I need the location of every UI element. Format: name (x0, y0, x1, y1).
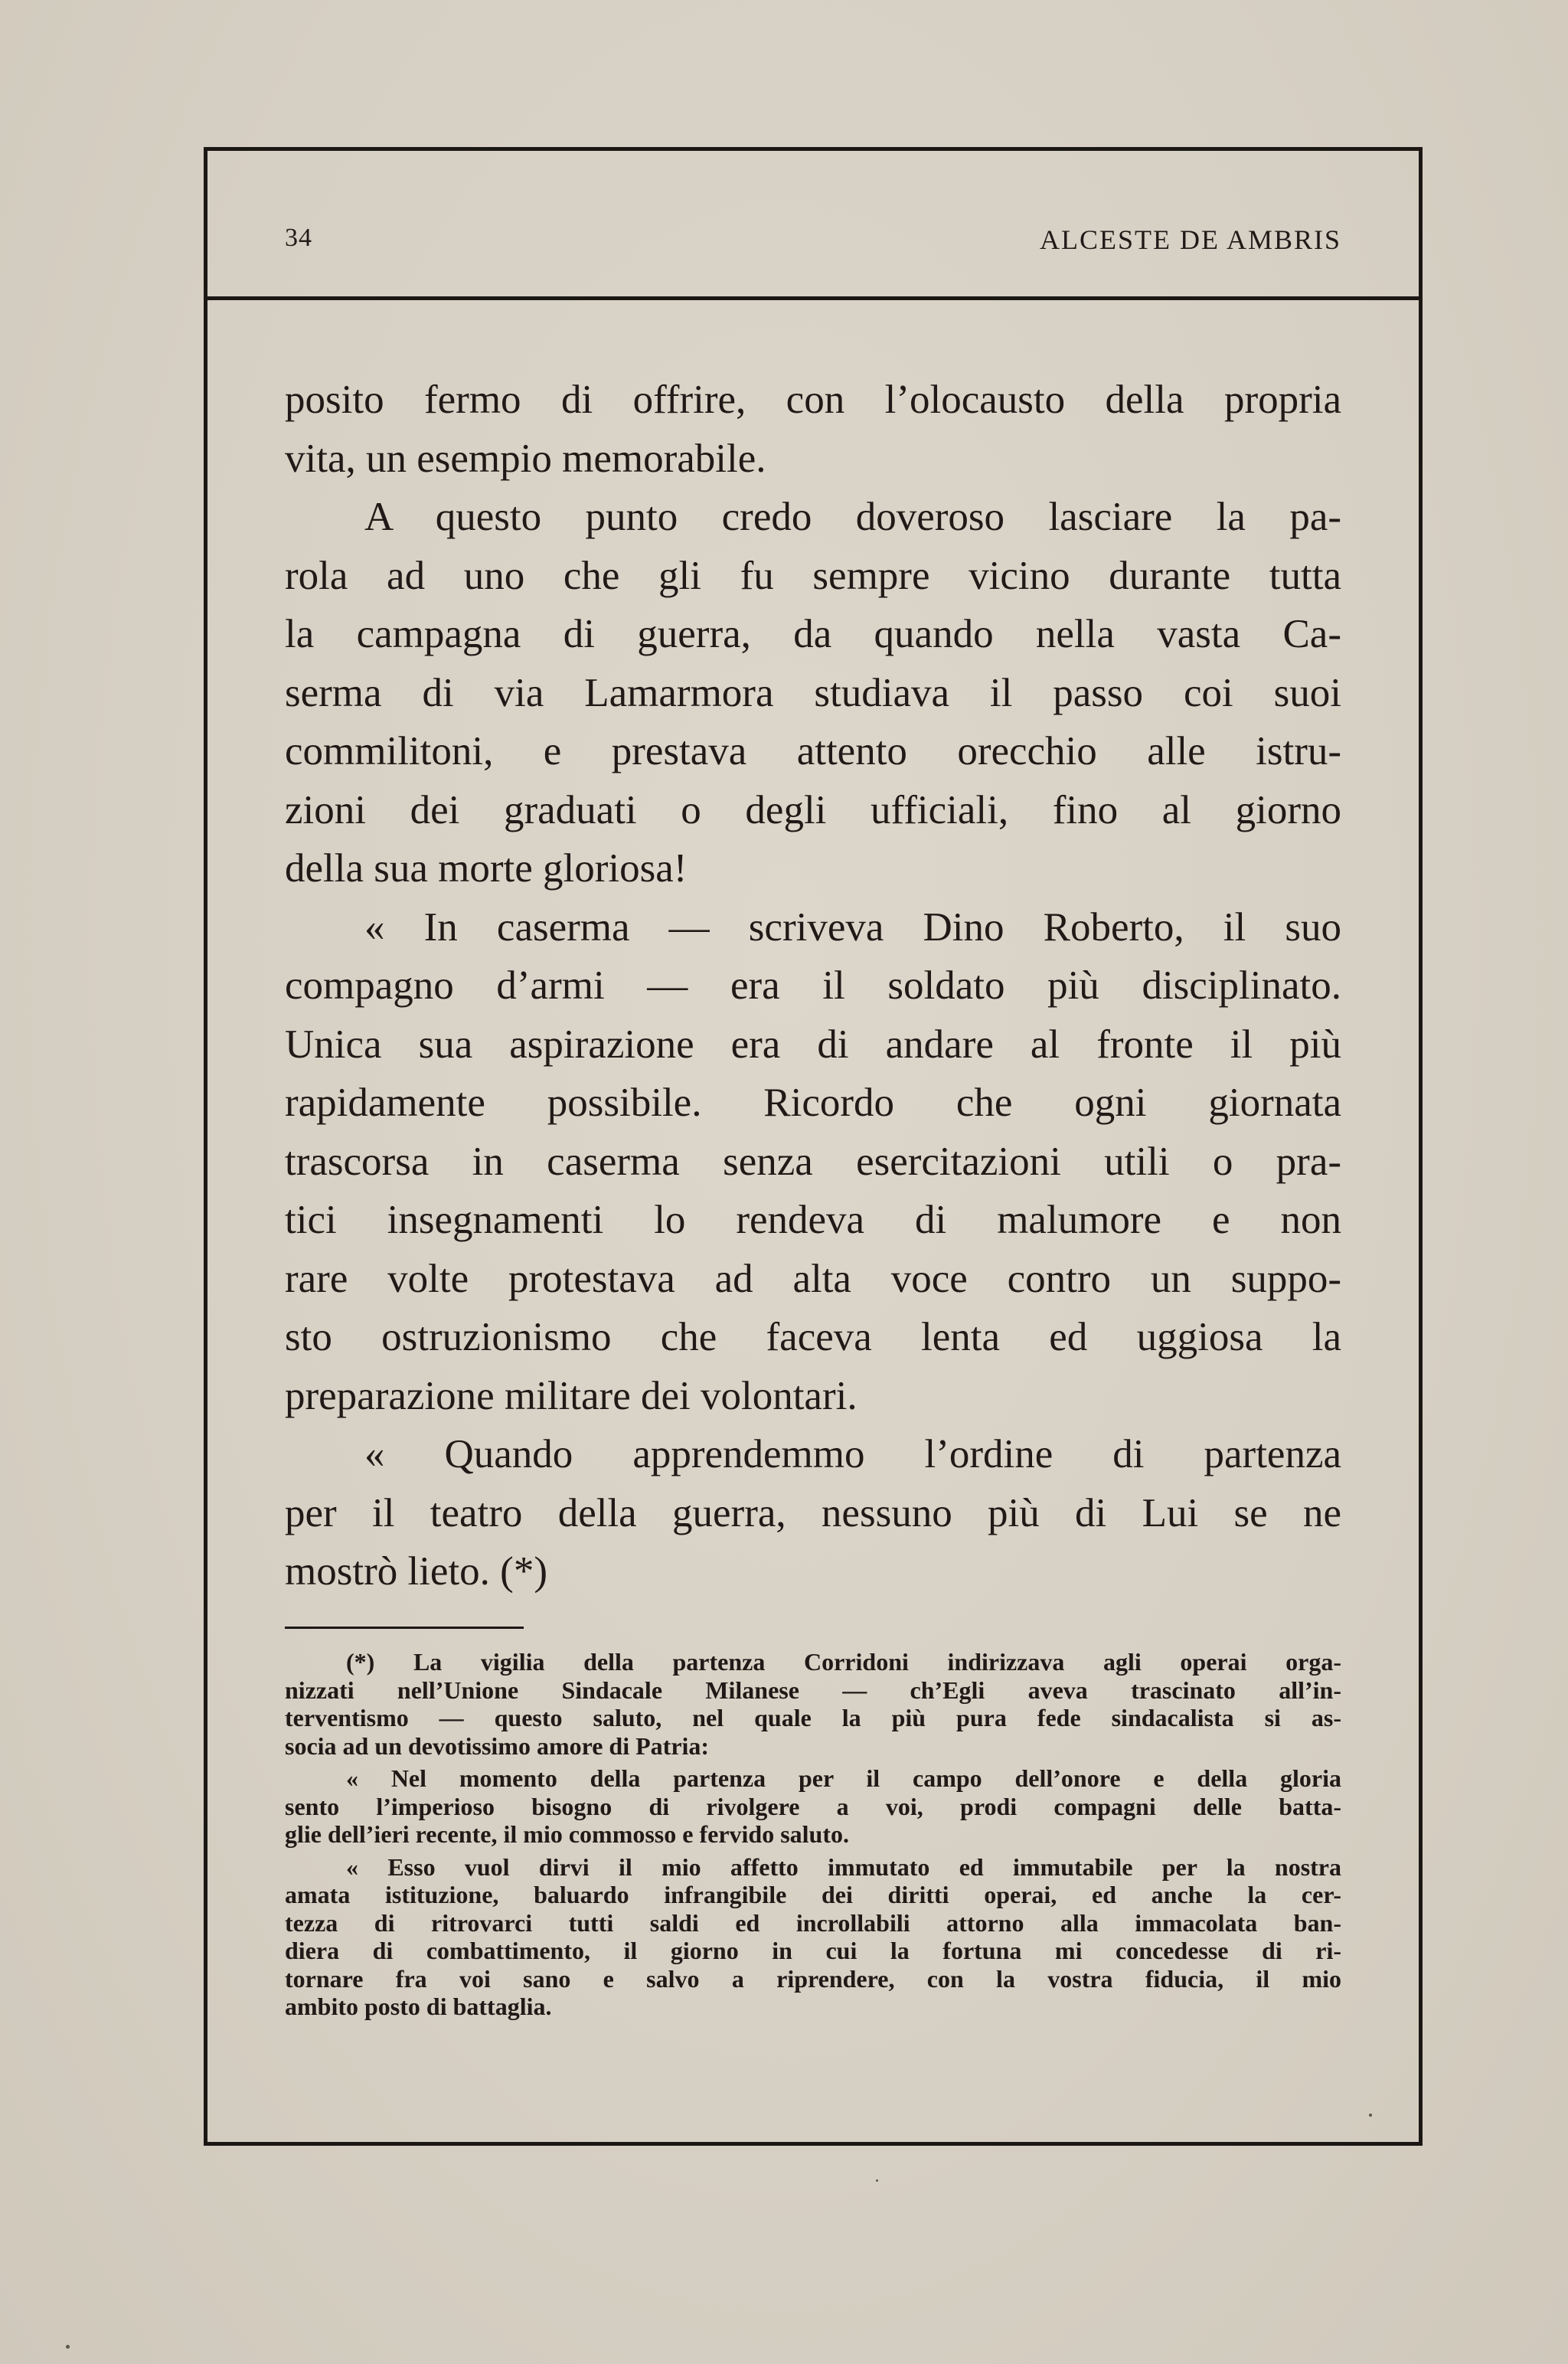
body-line: preparazione militare dei volontari. (285, 1373, 858, 1418)
body-line: rola ad uno che gli fu sempre vicino durante tutta (285, 553, 1341, 598)
footnote-line: glie dell’ieri recente, il mio commosso e fervido saluto. (285, 1820, 849, 1848)
scan-speck (1369, 2114, 1372, 2117)
body-line: della sua morte gloriosa! (285, 846, 688, 891)
body-line: sto ostruzionismo che faceva lenta ed uggiosa la (285, 1315, 1341, 1359)
footnote-line: « Nel momento della partenza per il campo dell’onore e della gloria (346, 1764, 1341, 1792)
footnote-rule (285, 1627, 524, 1629)
footnote-line: sento l’imperioso bisogno di rivolgere a voi, prodi compagni delle batta- (285, 1792, 1341, 1820)
running-head: ALCESTE DE AMBRIS (1039, 224, 1341, 255)
footnote (285, 1648, 1341, 2021)
header-rule (204, 296, 1423, 300)
footnote-line: diera di combattimento, il giorno in cui la fortuna mi concedesse di ri- (285, 1937, 1341, 1964)
body-line: tici insegnamenti lo rendeva di malumore e non (285, 1198, 1341, 1242)
body-line: commilitoni, e prestava attento orecchio alle istru- (285, 729, 1341, 773)
body-line: rapidamente possibile. Ricordo che ogni giornata (285, 1081, 1341, 1125)
footnote-line: (*) La vigilia della partenza Corridoni indirizzava agli operai orga- (346, 1648, 1341, 1676)
footnote-line: nizzati nell’Unione Sindacale Milanese — ch’Egli aveva trascinato all’in- (285, 1676, 1341, 1704)
footnote-line: « Esso vuol dirvi il mio affetto immutato ed immutabile per la nostra (346, 1852, 1341, 1881)
footnote-line: ambito posto di battaglia. (285, 1993, 552, 2020)
body-line: la campagna di guerra, da quando nella vasta Ca- (285, 612, 1341, 656)
body-line: mostrò lieto. (*) (285, 1549, 547, 1594)
body-line: zioni dei graduati o degli ufficiali, fino al giorno (285, 787, 1341, 832)
body-line: A questo punto credo doveroso lasciare la pa- (364, 495, 1341, 539)
body-line: per il teatro della guerra, nessuno più di Lui se ne (285, 1490, 1341, 1535)
body-line: compagno d’armi — era il soldato più disciplinato. (285, 963, 1341, 1008)
scan-speck (876, 2179, 878, 2182)
body-line: serma di via Lamarmora studiava il passo coi suoi (285, 670, 1341, 715)
body-line: vita, un esempio memorabile. (285, 436, 766, 481)
body-line: Unica sua aspirazione era di andare al fronte il più (285, 1022, 1341, 1067)
footnote-line: socia ad un devotissimo amore di Patria: (285, 1731, 710, 1760)
page-number: 34 (285, 224, 312, 252)
body-line: trascorsa in caserma senza esercitazioni utili o pra- (285, 1139, 1341, 1184)
body-line: « In caserma — scriveva Dino Roberto, il suo (364, 904, 1341, 950)
footnote-line: amata istituzione, baluardo infrangibile dei diritti operai, ed anche la cer- (285, 1881, 1341, 1908)
scan-speck (66, 2345, 70, 2349)
footnote-line: tezza di ritrovarci tutti saldi ed incrollabili attorno alla immacolata ban- (285, 1908, 1341, 1937)
body-line: rare volte protestava ad alta voce contro un suppo- (285, 1256, 1341, 1301)
footnote-line: tornare fra voi sano e salvo a riprendere, con la vostra fiducia, il mio (285, 1964, 1341, 1993)
body-line: « Quando apprendemmo l’ordine di partenza (364, 1432, 1341, 1476)
body-text (285, 371, 1341, 1601)
body-line: posito fermo di offrire, con l’olocausto della propria (285, 378, 1341, 422)
footnote-line: terventismo — questo saluto, nel quale la più pura fede sindacalista si as- (285, 1704, 1341, 1731)
